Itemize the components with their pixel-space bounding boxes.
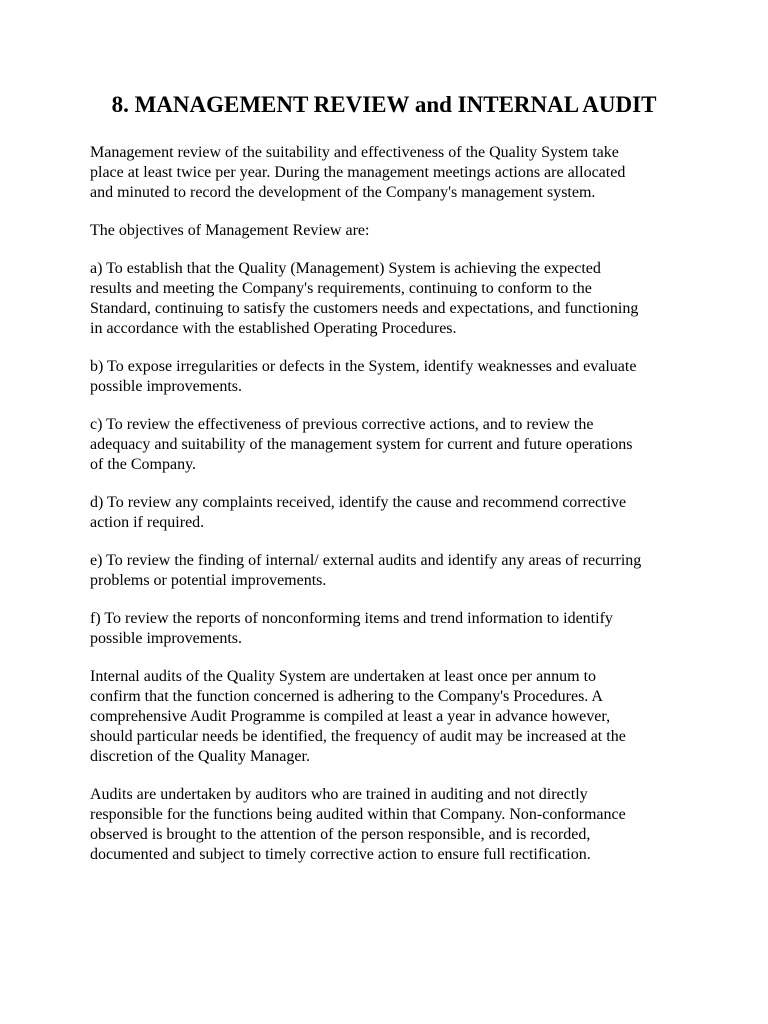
text-line: confirm that the function concerned is adhering to the Company's Procedures. A [90,688,603,705]
text-line: place at least twice per year. During the management meetings actions are allocated [90,164,626,181]
page-title: 8. MANAGEMENT REVIEW and INTERNAL AUDIT [111,92,657,117]
text-line: and minuted to record the development of the Company's management system. [90,184,596,201]
text-line: responsible for the functions being audited within that Company. Non-conformance [90,806,626,823]
text-line: Audits are undertaken by auditors who are trained in auditing and not directly [90,786,588,803]
text-line: action if required. [90,514,205,531]
text-line: observed is brought to the attention of the person responsible, and is recorded, [90,826,591,843]
text-line: comprehensive Audit Programme is compiled at least a year in advance however, [90,708,611,725]
text-line: Management review of the suitability and effectiveness of the Quality System take [90,144,619,161]
text-line: possible improvements. [90,630,242,647]
paragraph-auditors [90,785,680,865]
paragraph-objectives-heading [90,221,680,241]
paragraph-objective-f [90,609,680,649]
text-line: Standard, continuing to satisfy the customers needs and expectations, and functioning [90,300,639,317]
text-line: The objectives of Management Review are: [90,222,370,239]
text-line: discretion of the Quality Manager. [90,748,310,765]
text-line: d) To review any complaints received, identify the cause and recommend corrective [90,494,627,511]
text-line: documented and subject to timely corrective action to ensure full rectification. [90,846,591,863]
text-line: should particular needs be identified, the frequency of audit may be increased at the [90,728,626,745]
paragraph-intro [90,143,680,203]
text-line: e) To review the finding of internal/ external audits and identify any areas of recurring [90,552,642,569]
paragraph-objective-e [90,551,680,591]
text-line: Internal audits of the Quality System are undertaken at least once per annum to [90,668,597,685]
paragraph-objective-a [90,259,680,339]
text-line: possible improvements. [90,378,242,395]
text-line: in accordance with the established Operating Procedures. [90,320,457,337]
paragraph-internal-audits [90,667,680,767]
text-line: results and meeting the Company's requirements, continuing to conform to the [90,280,592,297]
text-line: c) To review the effectiveness of previous corrective actions, and to review the [90,416,594,433]
text-line: f) To review the reports of nonconforming items and trend information to identify [90,610,613,627]
paragraph-objective-c [90,415,680,475]
text-line: a) To establish that the Quality (Management) System is achieving the expected [90,260,601,277]
paragraph-objective-b [90,357,680,397]
text-line: problems or potential improvements. [90,572,327,589]
text-line: adequacy and suitability of the management system for current and future operations [90,436,633,453]
text-line: of the Company. [90,456,197,473]
paragraph-objective-d [90,493,680,533]
text-line: b) To expose irregularities or defects in the System, identify weaknesses and evaluate [90,358,637,375]
